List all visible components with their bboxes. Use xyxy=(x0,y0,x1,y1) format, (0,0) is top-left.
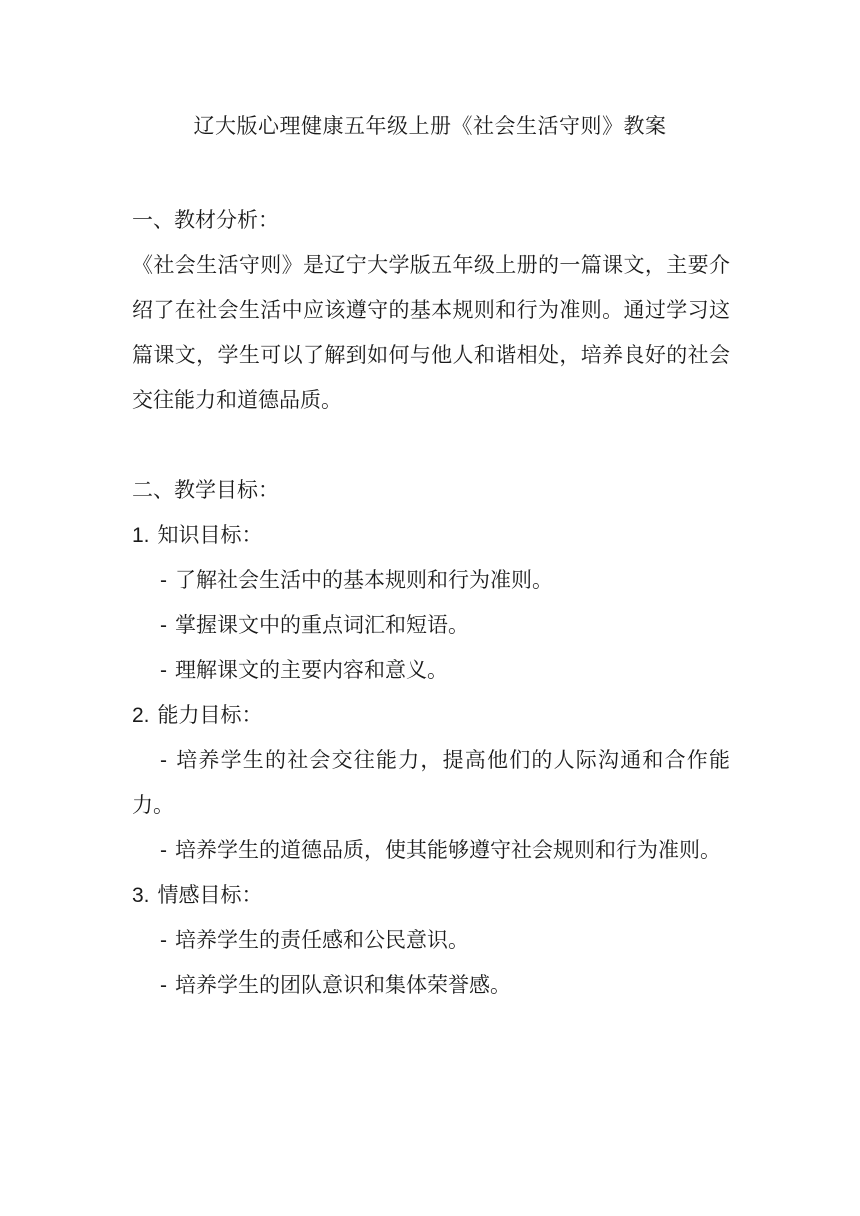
list-item xyxy=(132,603,730,648)
goal-number: 1. xyxy=(132,524,150,547)
list-item xyxy=(132,918,730,963)
goal-emotion xyxy=(132,873,730,918)
list-item xyxy=(132,963,730,1008)
bullet-dash: - xyxy=(160,614,167,637)
analysis-paragraph: 《社会生活守则》是辽宁大学版五年级上册的一篇课文，主要介绍了在社会生活中应该遵守的基本规则和行为准则。通过学习这篇课文，学生可以了解到如何与他人和谐相处，培养良好的社会交往能力和道德品质。 xyxy=(132,253,730,412)
list-item-text: 培养学生的团队意识和集体荣誉感。 xyxy=(175,973,511,997)
list-item xyxy=(132,828,730,873)
section-heading-analysis: 一、教材分析： xyxy=(132,208,279,232)
list-item-text: 培养学生的社会交往能力，提高他们的人际沟通和合作能力。 xyxy=(132,748,730,817)
list-item-text: 培养学生的道德品质，使其能够遵守社会规则和行为准则。 xyxy=(175,838,721,862)
section-spacer xyxy=(132,423,730,468)
section-heading-goals: 二、教学目标： xyxy=(132,478,279,502)
bullet-dash: - xyxy=(160,749,167,772)
goal-label: 知识目标： xyxy=(157,523,263,547)
goal-ability xyxy=(132,693,730,738)
list-item xyxy=(132,558,730,603)
bullet-dash: - xyxy=(160,974,167,997)
bullet-dash: - xyxy=(160,839,167,862)
list-item-text: 掌握课文中的重点词汇和短语。 xyxy=(175,613,469,637)
goal-number: 3. xyxy=(132,884,150,907)
bullet-dash: - xyxy=(160,659,167,682)
document-body xyxy=(132,198,730,1008)
goal-number: 2. xyxy=(132,704,150,727)
bullet-dash: - xyxy=(160,929,167,952)
document-title: 辽大版心理健康五年级上册《社会生活守则》教案 xyxy=(193,114,667,138)
list-item-text: 培养学生的责任感和公民意识。 xyxy=(175,928,469,952)
goal-label: 能力目标： xyxy=(157,703,263,727)
goal-knowledge xyxy=(132,513,730,558)
bullet-dash: - xyxy=(160,569,167,592)
list-item xyxy=(132,738,730,828)
list-item-text: 理解课文的主要内容和意义。 xyxy=(175,658,448,682)
list-item xyxy=(132,648,730,693)
list-item-text: 了解社会生活中的基本规则和行为准则。 xyxy=(175,568,553,592)
goal-label: 情感目标： xyxy=(157,883,263,907)
